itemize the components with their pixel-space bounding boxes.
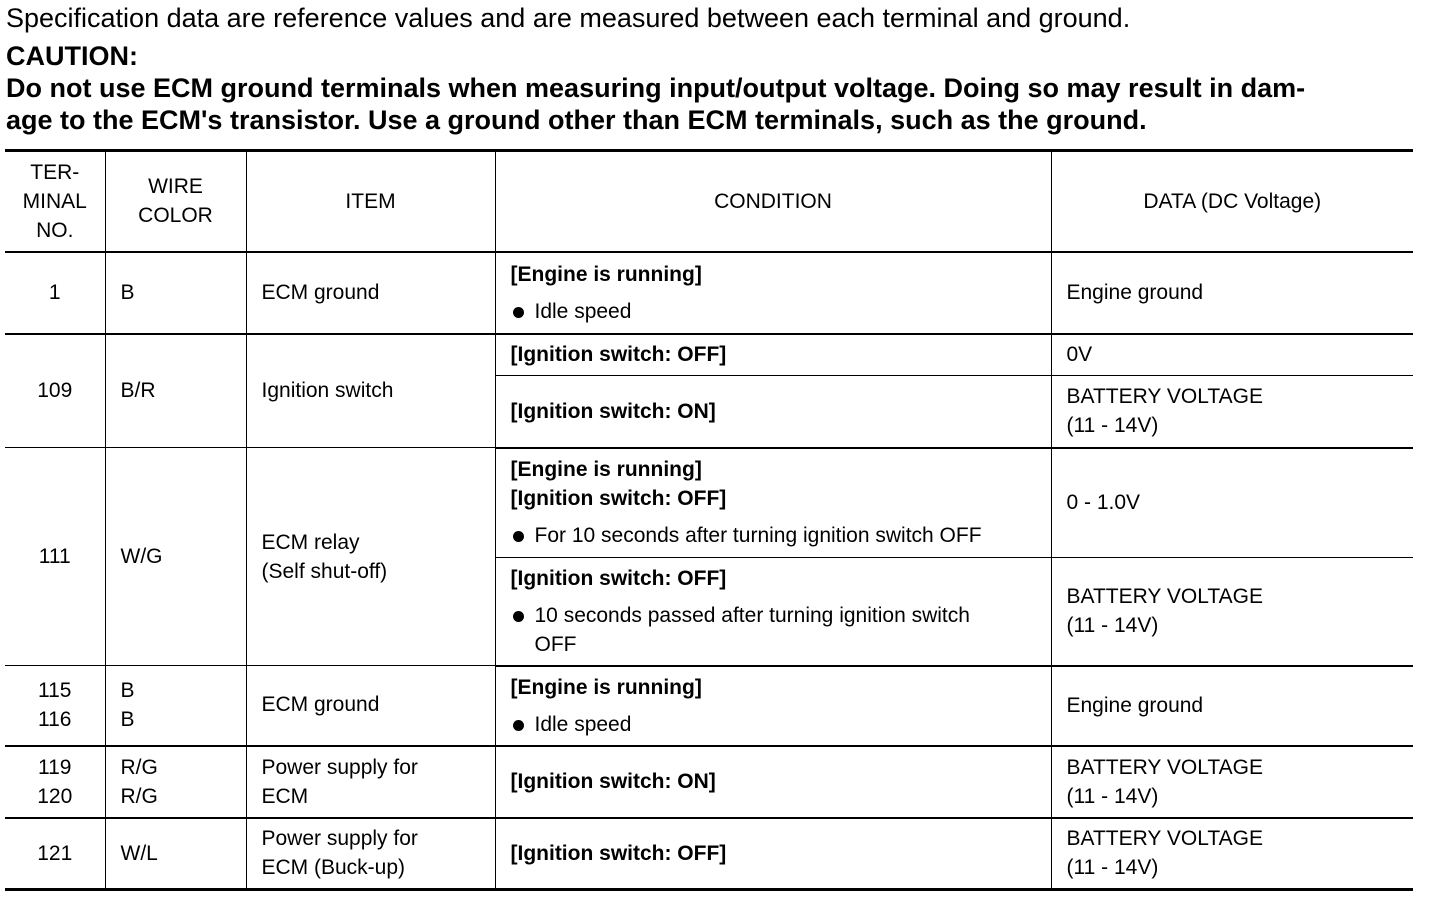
condition-cell — [495, 448, 1051, 558]
terminal-spec-table — [5, 149, 1413, 891]
item-cell: ECM ground — [246, 666, 495, 746]
table-row — [5, 666, 1413, 746]
data-cell — [1051, 746, 1413, 818]
bullet-line: OFF — [534, 632, 577, 656]
data-cell — [1051, 558, 1413, 666]
terminal-line: 119 — [38, 755, 72, 779]
condition-cell — [495, 746, 1051, 818]
specification-note: Specification data are reference values and are measured between each terminal and ground. — [6, 3, 1131, 33]
item-line: Power supply for — [261, 827, 418, 851]
wire-line: R/G — [120, 784, 158, 808]
item-cell: Ignition switch — [246, 334, 495, 448]
condition-heading: [Engine is running] — [510, 262, 702, 286]
item-line: ECM (Buck-up) — [261, 856, 406, 880]
condition-heading: [Ignition switch: OFF] — [510, 487, 727, 511]
data-cell: Engine ground — [1051, 252, 1413, 334]
table-row — [5, 252, 1413, 334]
wire-color-cell: W/G — [105, 448, 246, 666]
condition-cell — [495, 376, 1051, 448]
data-line: (11 - 14V) — [1066, 414, 1159, 438]
table-row — [5, 746, 1413, 818]
wire-line: B — [120, 708, 135, 732]
condition-bullet — [511, 601, 1045, 659]
table-row — [5, 448, 1413, 558]
intro-section — [6, 2, 1426, 136]
wire-line: B — [120, 679, 135, 703]
header-item: ITEM — [246, 151, 495, 252]
data-line: (11 - 14V) — [1066, 784, 1159, 808]
wire-color-cell — [105, 746, 246, 818]
wire-color-cell: W/L — [105, 818, 246, 890]
terminal-line: 116 — [38, 708, 72, 732]
data-cell: 0 - 1.0V — [1051, 448, 1413, 558]
terminal-cell — [5, 666, 105, 746]
wire-line: R/G — [120, 755, 158, 779]
terminal-cell: 111 — [5, 448, 105, 666]
condition-cell — [495, 818, 1051, 890]
terminal-line: 120 — [37, 784, 73, 808]
condition-heading: [Ignition switch: OFF] — [510, 343, 727, 367]
condition-heading: [Engine is running] — [510, 675, 702, 699]
data-line: (11 - 14V) — [1066, 856, 1159, 880]
condition-bullet: Idle speed — [511, 710, 1045, 739]
condition-bullet: Idle speed — [511, 297, 1045, 326]
condition-cell — [495, 334, 1051, 376]
wire-color-cell: B — [105, 252, 246, 334]
header-text: WIRE — [148, 175, 203, 199]
header-text: TER- — [30, 160, 80, 184]
item-cell — [246, 746, 495, 818]
terminal-cell: 109 — [5, 334, 105, 448]
item-line: (Self shut-off) — [261, 559, 388, 583]
condition-heading: [Ignition switch: ON] — [510, 770, 716, 793]
item-cell: ECM ground — [246, 252, 495, 334]
data-line: BATTERY VOLTAGE — [1066, 755, 1263, 779]
terminal-line: 115 — [38, 679, 72, 703]
condition-bullet: For 10 seconds after turning ignition switch OFF — [511, 521, 1045, 550]
caution-line: Do not use ECM ground terminals when measuring input/output voltage. Doing so may result in dam- — [6, 73, 1306, 103]
condition-cell — [495, 252, 1051, 334]
condition-heading: [Engine is running] — [510, 458, 702, 482]
condition-heading: [Ignition switch: ON] — [510, 399, 716, 423]
terminal-cell — [5, 746, 105, 818]
terminal-cell: 1 — [5, 252, 105, 334]
item-line: ECM — [261, 784, 309, 808]
condition-heading: [Ignition switch: OFF] — [510, 841, 727, 865]
data-line: BATTERY VOLTAGE — [1066, 585, 1263, 609]
wire-color-cell — [105, 666, 246, 746]
condition-cell — [495, 558, 1051, 666]
caution-line: age to the ECM's transistor. Use a ground other than ECM terminals, such as the ground. — [6, 105, 1147, 135]
item-line: Power supply for — [261, 755, 418, 779]
data-line: BATTERY VOLTAGE — [1066, 827, 1263, 851]
caution-title: CAUTION: — [6, 41, 138, 71]
header-wire-color — [105, 151, 246, 252]
data-cell: 0V — [1051, 334, 1413, 376]
data-line: BATTERY VOLTAGE — [1066, 385, 1263, 409]
item-line: ECM relay — [261, 530, 360, 554]
header-text: MINAL — [22, 189, 87, 213]
condition-heading: [Ignition switch: OFF] — [510, 566, 727, 590]
data-line: (11 - 14V) — [1066, 614, 1159, 638]
terminal-cell: 121 — [5, 818, 105, 890]
caution-body — [6, 72, 1426, 136]
table-row — [5, 818, 1413, 890]
bullet-line: 10 seconds passed after turning ignition switch — [534, 603, 970, 627]
item-cell — [246, 448, 495, 666]
header-row — [5, 151, 1413, 252]
data-cell — [1051, 818, 1413, 890]
condition-cell — [495, 666, 1051, 746]
item-cell — [246, 818, 495, 890]
header-text: NO. — [36, 218, 74, 242]
header-terminal-no — [5, 151, 105, 252]
header-condition: CONDITION — [495, 151, 1051, 252]
table-row — [5, 334, 1413, 376]
header-text: COLOR — [138, 204, 213, 228]
data-cell — [1051, 376, 1413, 448]
wire-color-cell: B/R — [105, 334, 246, 448]
data-cell: Engine ground — [1051, 666, 1413, 746]
header-data: DATA (DC Voltage) — [1051, 151, 1413, 252]
